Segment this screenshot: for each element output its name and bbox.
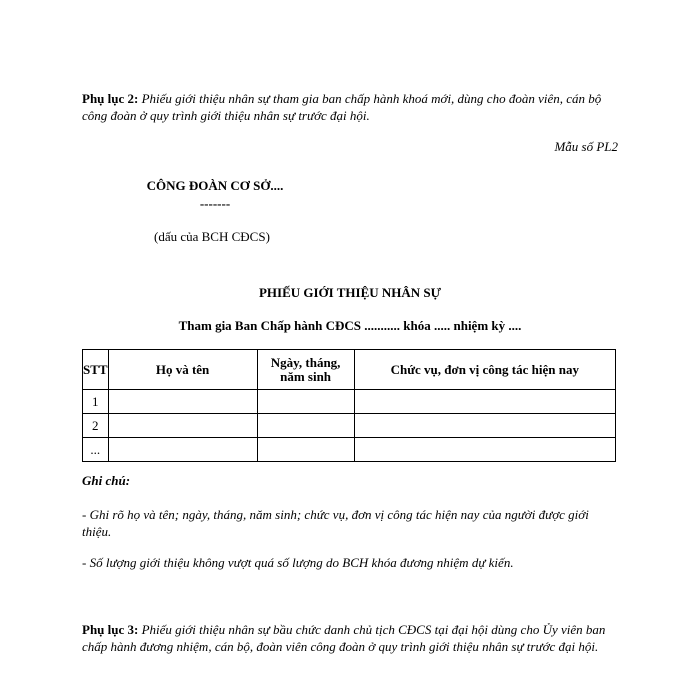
table-row (83, 414, 616, 438)
appendix3-paragraph (82, 621, 618, 655)
notes-title: Ghi chú: (82, 473, 131, 488)
row-name-cell[interactable] (108, 390, 257, 414)
row-dob-cell[interactable] (257, 438, 354, 462)
row-position-cell[interactable] (354, 438, 615, 462)
row-dob-cell[interactable] (257, 414, 354, 438)
note-item: - Ghi rõ họ và tên; ngày, tháng, năm sinh; chức vụ, đơn vị công tác hiện nay của người được giới thiệu. (82, 507, 589, 539)
row-stt: 2 (83, 414, 109, 438)
appendix2-text: Phiếu giới thiệu nhân sự tham gia ban chấp hành khoá mới, dùng cho đoàn viên, cán bộ công đoàn ở quy trình giới thiệu nhân sự trước đại hội. (82, 91, 602, 123)
row-position-cell[interactable] (354, 390, 615, 414)
header-stt: STT (83, 350, 109, 390)
row-name-cell[interactable] (108, 438, 257, 462)
appendix2-label: Phụ lục 2: (82, 91, 139, 106)
table-row (83, 390, 616, 414)
row-name-cell[interactable] (108, 414, 257, 438)
appendix3-label: Phụ lục 3: (82, 622, 139, 637)
table-header-row (83, 350, 616, 390)
form-number: Mẫu số PL2 (554, 139, 618, 154)
form-subtitle: Tham gia Ban Chấp hành CĐCS ........... khóa ..... nhiệm kỳ .... (178, 318, 522, 333)
row-stt: ... (83, 438, 109, 462)
note-item: - Số lượng giới thiệu không vượt quá số lượng do BCH khóa đương nhiệm dự kiến. (82, 555, 514, 570)
org-header (130, 178, 300, 212)
header-name: Họ và tên (108, 350, 257, 390)
org-name: CÔNG ĐOÀN CƠ SỞ.... (146, 178, 284, 193)
appendix2-paragraph (82, 90, 618, 124)
form-title: PHIẾU GIỚI THIỆU NHÂN SỰ (258, 285, 442, 300)
row-dob-cell[interactable] (257, 390, 354, 414)
row-stt: 1 (83, 390, 109, 414)
header-position: Chức vụ, đơn vị công tác hiện nay (354, 350, 615, 390)
table-row (83, 438, 616, 462)
row-position-cell[interactable] (354, 414, 615, 438)
staff-table (82, 349, 616, 462)
header-dob: Ngày, tháng, năm sinh (257, 350, 354, 390)
seal-note: (dấu của BCH CĐCS) (154, 229, 270, 244)
appendix3-text: Phiếu giới thiệu nhân sự bầu chức danh chủ tịch CĐCS tại đại hội dùng cho Ủy viên ban chấp hành đương nhiệm, cán bộ, đoàn viên công đoàn ở quy trình giới thiệu nhân sự trước đại hội. (82, 622, 606, 654)
org-dashes: ------- (199, 196, 231, 211)
